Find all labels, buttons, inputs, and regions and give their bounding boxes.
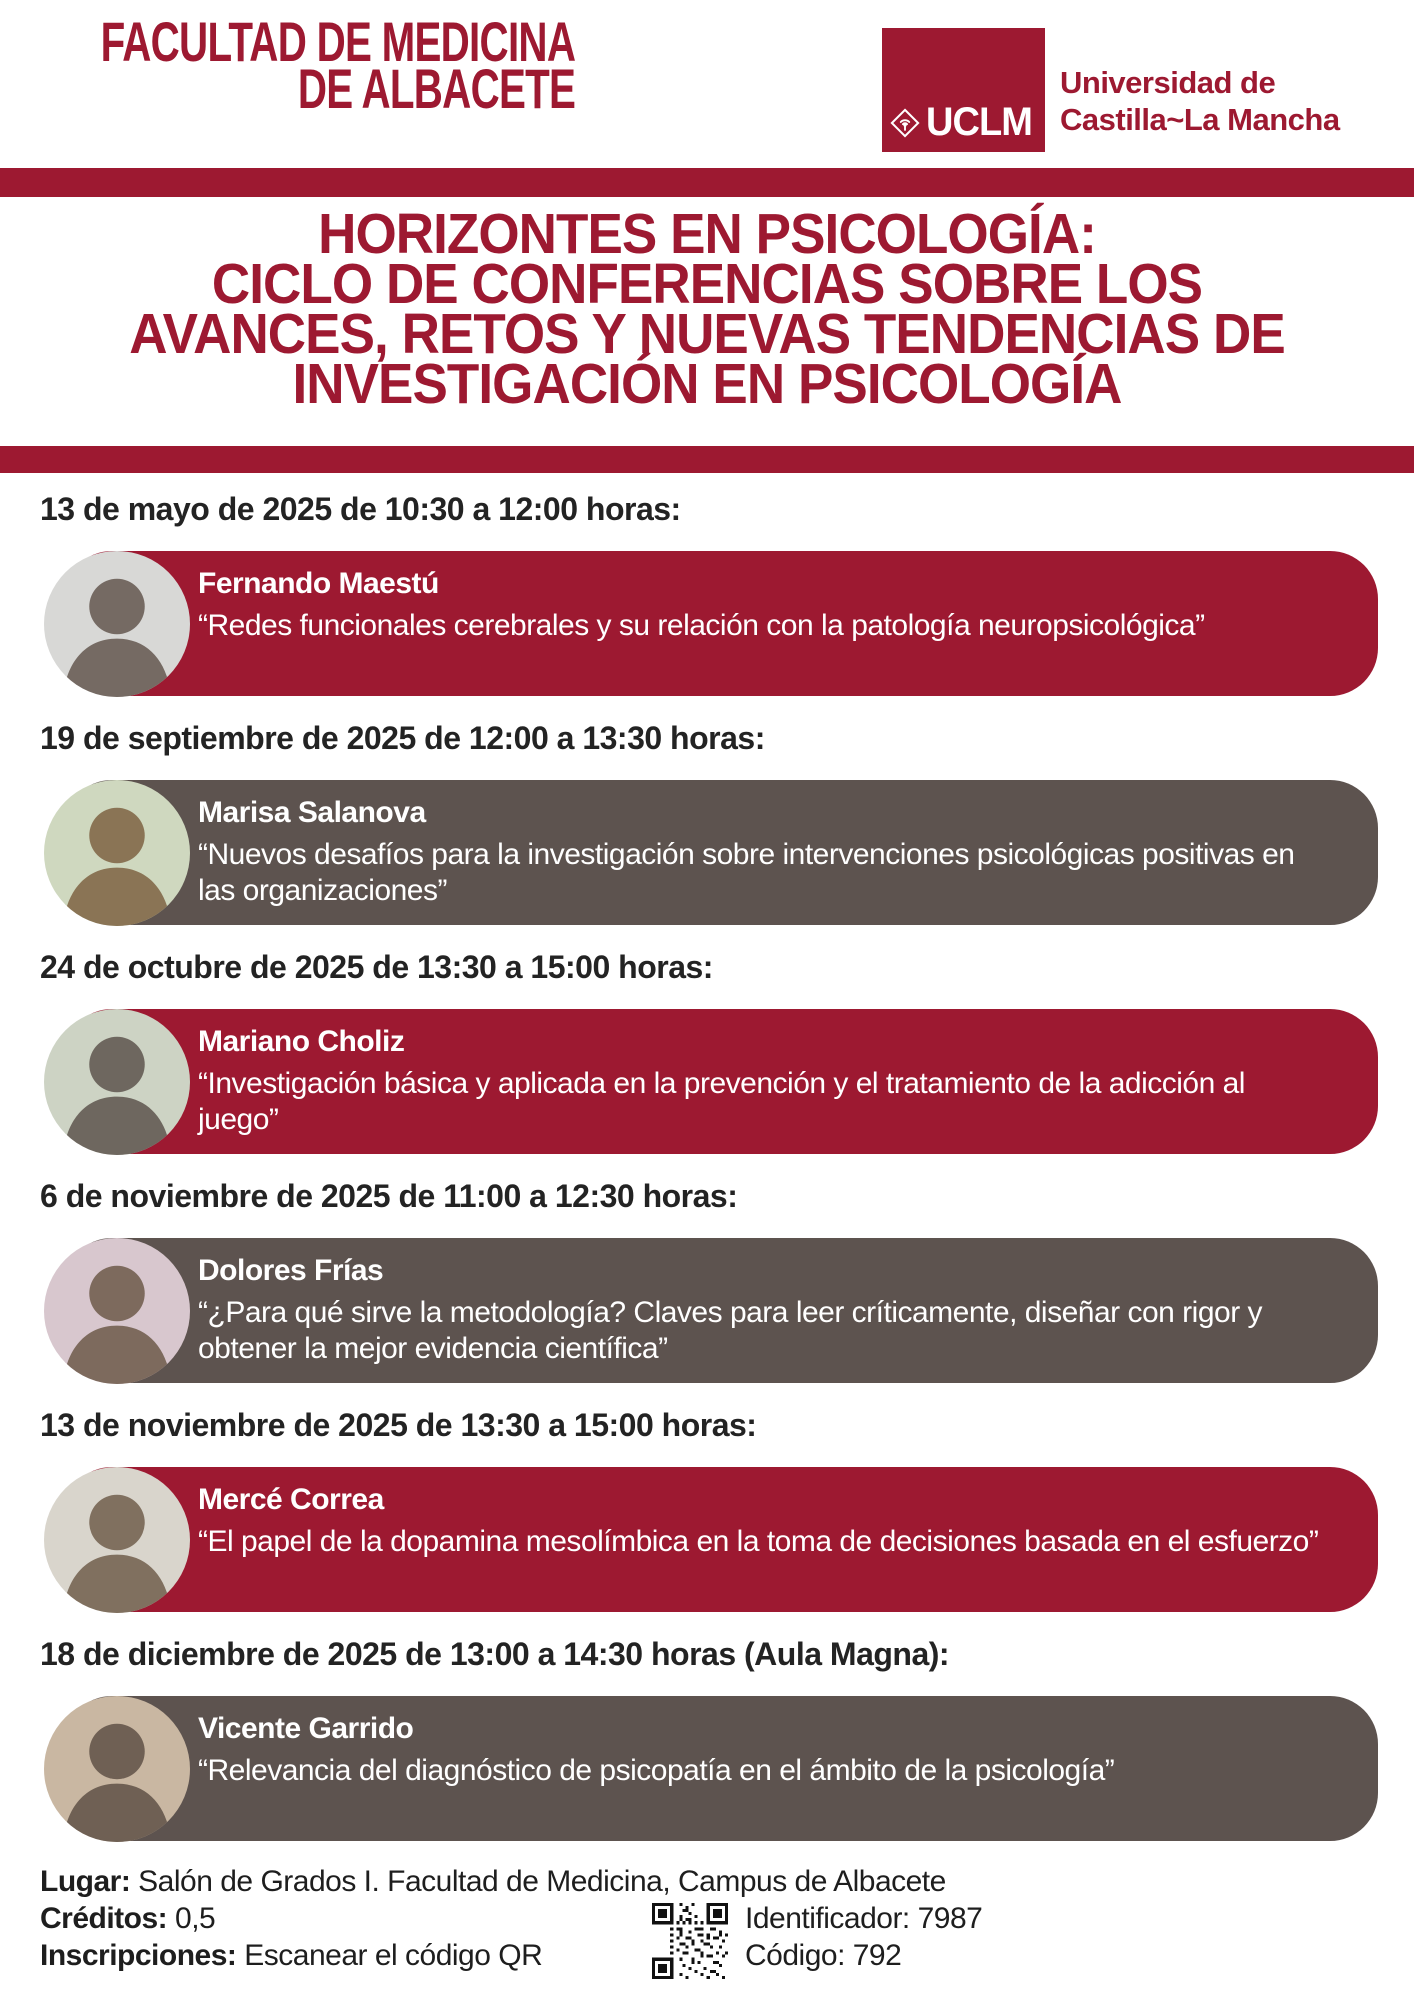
- speaker-name: Mariano Choliz: [198, 1025, 405, 1058]
- speaker-photo: [44, 1238, 190, 1384]
- faculty-name: [100, 10, 575, 120]
- session-item: [40, 718, 1378, 925]
- poster-title: [0, 197, 1414, 446]
- speaker-photo: [44, 1696, 190, 1842]
- title-line2: CICLO DE CONFERENCIAS SOBRE LOS: [211, 252, 1203, 316]
- session-date: 18 de diciembre de 2025 de 13:00 a 14:30 horas (Aula Magna):: [40, 1636, 950, 1672]
- title-line3: AVANCES, RETOS Y NUEVAS TENDENCIAS DE: [129, 302, 1285, 366]
- code-value: 792: [852, 1939, 902, 1972]
- credits-value: 0,5: [175, 1902, 216, 1935]
- session-date: 6 de noviembre de 2025 de 11:00 a 12:30 horas:: [40, 1178, 738, 1214]
- session-item: [40, 1176, 1378, 1383]
- speaker-photo: [44, 780, 190, 926]
- session-item: [40, 947, 1378, 1154]
- session-item: [40, 1634, 1378, 1841]
- talk-title: “Relevancia del diagnóstico de psicopatía en el ámbito de la psicología”: [198, 1754, 1115, 1787]
- speaker-pill: [64, 1696, 1378, 1841]
- faculty-name-line1: FACULTAD DE MEDICINA: [100, 10, 575, 73]
- poster-header: [0, 0, 1414, 168]
- registration-label: Inscripciones:: [40, 1939, 237, 1972]
- uclm-logo: [882, 28, 1045, 152]
- title-line4: INVESTIGACIÓN EN PSICOLOGÍA: [292, 352, 1122, 416]
- credits-label: Créditos:: [40, 1902, 168, 1935]
- speaker-pill: [64, 1009, 1378, 1154]
- talk-title: “¿Para qué sirve la metodología? Claves para leer críticamente, diseñar con rigor y obtener la mejor evidencia científica”: [198, 1296, 1263, 1365]
- session-item: [40, 1405, 1378, 1612]
- uclm-antenna-icon: [890, 108, 920, 138]
- uclm-logo-text: UCLM: [925, 100, 1032, 144]
- talk-title: “Redes funcionales cerebrales y su relación con la patología neuropsicológica”: [198, 609, 1205, 642]
- speaker-name: Marisa Salanova: [198, 796, 426, 829]
- registration-value: Escanear el código QR: [244, 1939, 543, 1972]
- location-value: Salón de Grados I. Facultad de Medicina, Campus de Albacete: [138, 1865, 946, 1898]
- code-line: [745, 1937, 982, 1974]
- identifier-block: [745, 1900, 982, 1974]
- speaker-name: Fernando Maestú: [198, 567, 439, 600]
- session-date: 19 de septiembre de 2025 de 12:00 a 13:30 horas:: [40, 720, 765, 756]
- location-label: Lugar:: [40, 1865, 131, 1898]
- session-list: [0, 473, 1414, 1841]
- speaker-name: Vicente Garrido: [198, 1712, 414, 1745]
- qr-code: [652, 1903, 728, 1979]
- location-line: [40, 1863, 1414, 1900]
- speaker-pill: [64, 780, 1378, 925]
- divider-bar-top: [0, 168, 1414, 197]
- university-name: [1060, 64, 1340, 138]
- session-date: 13 de mayo de 2025 de 10:30 a 12:00 horas:: [40, 491, 681, 527]
- divider-bar-bottom: [0, 446, 1414, 473]
- speaker-name: Dolores Frías: [198, 1254, 384, 1287]
- speaker-photo: [44, 551, 190, 697]
- session-item: [40, 489, 1378, 696]
- code-label: Código:: [745, 1939, 845, 1972]
- talk-title: “Nuevos desafíos para la investigación sobre intervenciones psicológicas positivas en las organizaciones”: [198, 838, 1295, 907]
- speaker-pill: [64, 1238, 1378, 1383]
- speaker-photo: [44, 1467, 190, 1613]
- university-name-line1: Universidad de: [1060, 65, 1276, 100]
- title-line1: HORIZONTES EN PSICOLOGÍA:: [318, 202, 1096, 266]
- speaker-photo: [44, 1009, 190, 1155]
- identifier-line: [745, 1900, 982, 1937]
- speaker-pill: [64, 1467, 1378, 1612]
- poster-footer: [0, 1863, 1414, 1974]
- session-date: 24 de octubre de 2025 de 13:30 a 15:00 horas:: [40, 949, 713, 985]
- university-name-line2: Castilla~La Mancha: [1060, 102, 1340, 137]
- session-date: 13 de noviembre de 2025 de 13:30 a 15:00 horas:: [40, 1407, 757, 1443]
- identifier-label: Identificador:: [745, 1902, 910, 1935]
- talk-title: “El papel de la dopamina mesolímbica en la toma de decisiones basada en el esfuerzo”: [198, 1525, 1319, 1558]
- talk-title: “Investigación básica y aplicada en la prevención y el tratamiento de la adicción al juego”: [198, 1067, 1245, 1136]
- speaker-name: Mercé Correa: [198, 1483, 384, 1516]
- speaker-pill: [64, 551, 1378, 696]
- faculty-name-line2: DE ALBACETE: [297, 57, 575, 120]
- identifier-value: 7987: [917, 1902, 983, 1935]
